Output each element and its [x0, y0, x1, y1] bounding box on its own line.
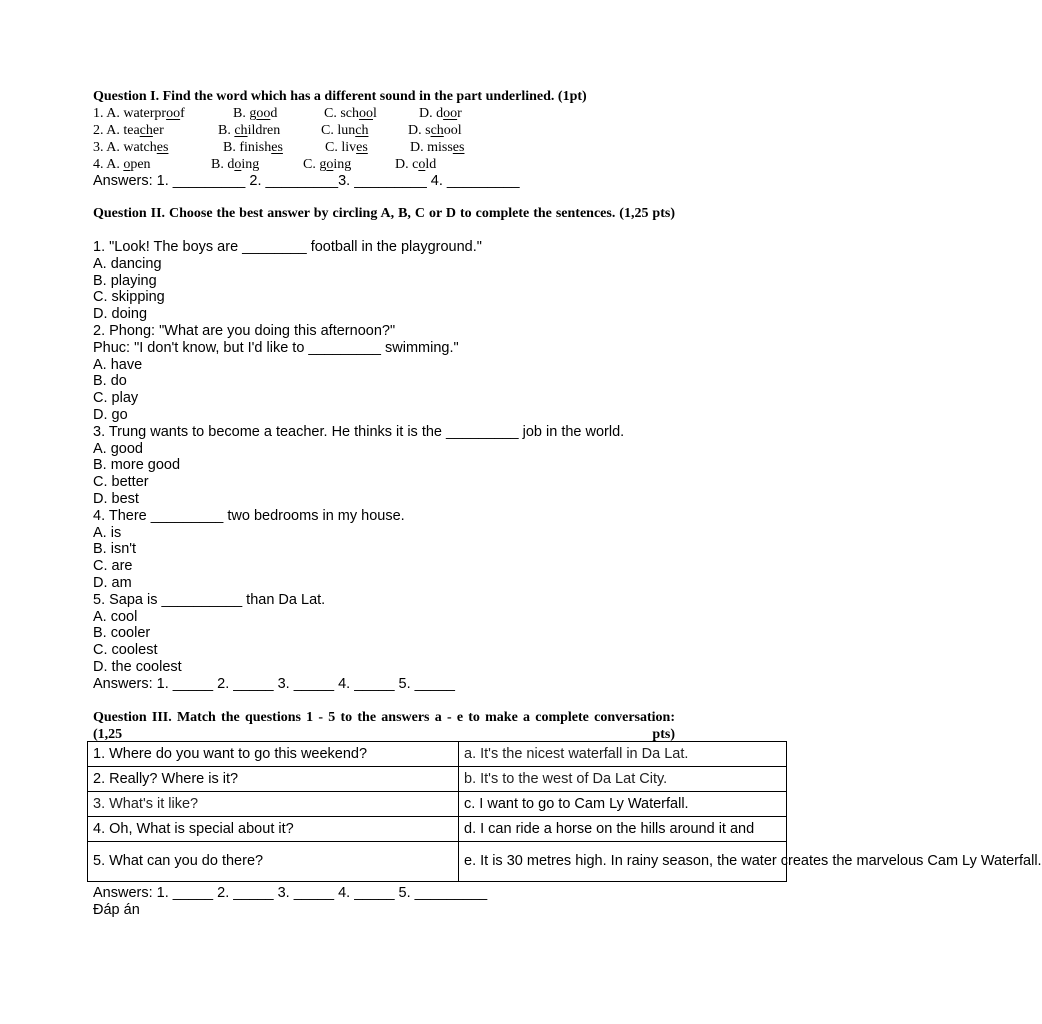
q2-line: 3. Trung wants to become a teacher. He thinks it is the _________ job in the world.: [93, 423, 625, 440]
answer-cell-d: d. I can ride a horse on the hills around it and: [459, 817, 787, 842]
q2-line: B. do: [93, 373, 127, 390]
q2-line: B. isn't: [93, 541, 137, 558]
q2-line: A. dancing: [93, 255, 162, 272]
matching-table: [87, 741, 1042, 882]
q2-line: 2. Phong: "What are you doing this afternoon?": [93, 323, 396, 339]
q1-1-option-c: C. school: [324, 106, 377, 121]
q1-4-option-d: D. cold: [395, 157, 437, 172]
q1-2-option-d: D. school: [408, 123, 462, 138]
q1-3-option-a: 3. A. watches: [93, 140, 169, 155]
q2-line: D. best: [93, 491, 139, 507]
table-row: [88, 767, 787, 792]
q2-line: 1. "Look! The boys are ________ football in the playground.": [93, 239, 482, 255]
q2-line: A. cool: [93, 608, 138, 625]
q2-line: C. are: [93, 558, 133, 575]
q2-line: B. cooler: [93, 625, 151, 642]
answer-cell-b: b. It's to the west of Da Lat City.: [459, 767, 787, 792]
q1-1-option-b: B. good: [233, 106, 278, 121]
question-3-title: Question III. Match the questions 1 - 5 to the answers a - e to make a complete conversation: (1,25 pts): [93, 710, 675, 742]
q2-line: C. coolest: [93, 642, 158, 659]
q1-3-option-c: C. lives: [325, 140, 368, 155]
q1-4-option-b: B. doing: [211, 157, 260, 172]
q2-line: A. good: [93, 440, 143, 457]
answer-cell-a: a. It's the nicest waterfall in Da Lat.: [459, 742, 787, 767]
q1-1-option-a: 1. A. waterproof: [93, 106, 185, 121]
q2-line: B. more good: [93, 457, 181, 474]
table-row: [88, 742, 787, 767]
q2-answers: Answers: 1. _____ 2. _____ 3. _____ 4. _____ 5. _____: [93, 676, 455, 692]
q2-line: A. have: [93, 356, 143, 373]
q1-3-option-d: D. misses: [410, 140, 465, 155]
q1-4-option-c: C. going: [303, 157, 352, 172]
q2-line: C. better: [93, 474, 149, 491]
q2-line: B. playing: [93, 272, 157, 289]
question-cell-1: 1. Where do you want to go this weekend?: [88, 742, 459, 767]
q2-line: D. the coolest: [93, 659, 182, 675]
question-cell-2: 2. Really? Where is it?: [88, 767, 459, 792]
answer-key-label: Đáp án: [93, 902, 140, 918]
q2-line: 5. Sapa is __________ than Da Lat.: [93, 591, 326, 608]
question-cell-4: 4. Oh, What is special about it?: [88, 817, 459, 842]
q1-4-option-a: 4. A. open: [93, 157, 151, 172]
q2-line: D. doing: [93, 306, 148, 323]
q1-answers: Answers: 1. _________ 2. _________3. _________ 4. _________: [93, 173, 520, 189]
table-row: [88, 842, 787, 882]
answer-cell-e: e. It is 30 metres high. In rainy season, the water creates the marvelous Cam Ly Waterfall.: [459, 842, 787, 882]
question-1-title: Question I. Find the word which has a different sound in the part underlined. (1pt): [93, 89, 587, 104]
q2-line: A. is: [93, 524, 122, 541]
table-row: [88, 817, 787, 842]
q1-2-option-b: B. children: [218, 123, 281, 138]
q2-line: D. am: [93, 575, 132, 591]
q2-line: C. skipping: [93, 289, 165, 306]
q2-line: D. go: [93, 407, 128, 423]
q2-line: 4. There _________ two bedrooms in my house.: [93, 507, 405, 524]
q1-2-option-c: C. lunch: [321, 123, 369, 138]
q1-3-option-b: B. finishes: [223, 140, 283, 155]
question-cell-5: 5. What can you do there?: [88, 842, 459, 882]
q2-line: Phuc: "I don't know, but I'd like to _________ swimming.": [93, 339, 459, 356]
q1-2-option-a: 2. A. teacher: [93, 123, 164, 138]
question-cell-3: 3. What's it like?: [88, 792, 459, 817]
q1-1-option-d: D. door: [419, 106, 462, 121]
q2-line: C. play: [93, 390, 139, 407]
q3-answers: Answers: 1. _____ 2. _____ 3. _____ 4. _____ 5. _________: [93, 885, 488, 901]
answer-cell-c: c. I want to go to Cam Ly Waterfall.: [459, 792, 787, 817]
table-row: [88, 792, 787, 817]
question-2-title: Question II. Choose the best answer by circling A, B, C or D to complete the sentences. (1,25 pts): [93, 206, 675, 221]
